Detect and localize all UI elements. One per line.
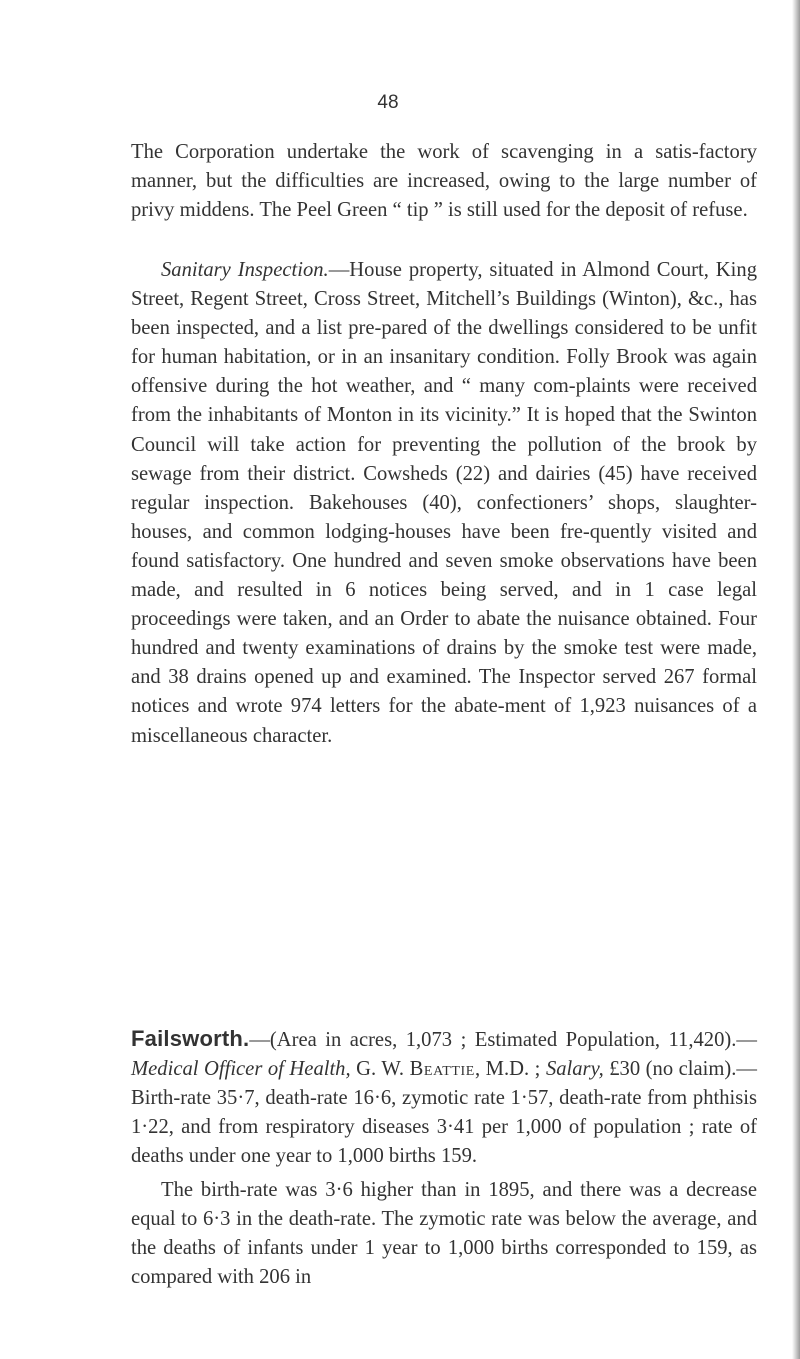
- paragraph-sanitary-inspection: [131, 256, 757, 751]
- salary-label: Salary,: [545, 1058, 604, 1081]
- failsworth-rates: £30 (no claim).—Birth-rate 35·7, death-rate 16·6, zymotic rate 1·57, death-rate from phthisis 1·22, and from respiratory diseases 3·41 per 1,000 of population ; rate of deaths under one year to 1,000 births 159.: [131, 1058, 758, 1168]
- page-edge-shadow: [792, 0, 800, 1359]
- paragraph-birth-rate: [131, 1176, 757, 1292]
- sanitary-inspection-heading: Sanitary Inspection.: [161, 259, 329, 281]
- page-number: 48: [377, 92, 399, 113]
- birth-rate-body: The birth-rate was 3·6 higher than in 1895, and there was a decrease equal to 6·3 in the death-rate. The zymotic rate was below the average, and the deaths of infants under 1 year to 1,000 births corresponded to 159, as compared with 206 in: [131, 1179, 757, 1289]
- paragraph-scavenging-text: The Corporation undertake the work of scavenging in a satis-factory manner, but the difficulties are increased, owing to the large number of privy middens. The Peel Green “ tip ” is still used for the deposit of refuse.: [131, 141, 757, 222]
- failsworth-heading: Failsworth.: [131, 1026, 250, 1051]
- medical-officer-suffix: , M.D. ;: [474, 1058, 546, 1081]
- paragraph-birth-rate-text: [131, 1176, 757, 1292]
- paragraph-failsworth-text: [131, 1024, 757, 1171]
- paragraph-scavenging: [131, 138, 757, 225]
- medical-officer-label: Medical Officer of Health,: [131, 1058, 351, 1081]
- medical-officer-initials: G. W.: [350, 1058, 410, 1081]
- paragraph-sanitary-inspection-text: [131, 256, 757, 751]
- paragraph-failsworth: [131, 1024, 757, 1171]
- failsworth-area-population: —(Area in acres, 1,073 ; Estimated Population, 11,420).—: [249, 1029, 757, 1051]
- medical-officer-surname: Beattie: [409, 1058, 475, 1081]
- sanitary-inspection-body: —House property, situated in Almond Court, King Street, Regent Street, Cross Street, Mitchell’s Buildings (Winton), &c., has been inspected, and a list pre-pared of the dwellings considered to be unfit for human habitation, or in an insanitary condition. Folly Brook was again offensive during the hot weather, and “ many com-plaints were received from the inhabitants of Monton in its vicinity.” It is hoped that the Swinton Council will take action for preventing the pollution of the brook by sewage from their district. Cowsheds (22) and dairies (45) have received regular inspection. Bakehouses (40), confectioners’ shops, slaughter-houses, and common lodging-houses have been fre-quently visited and found satisfactory. One hundred and seven smoke observations have been made, and resulted in 6 notices being served, and in 1 case legal proceedings were taken, and an Order to abate the nuisance obtained. Four hundred and twenty examinations of drains by the smoke test were made, and 38 drains opened up and examined. The Inspector served 267 formal notices and wrote 974 letters for the abate-ment of 1,923 nuisances of a miscellaneous character.: [131, 259, 757, 747]
